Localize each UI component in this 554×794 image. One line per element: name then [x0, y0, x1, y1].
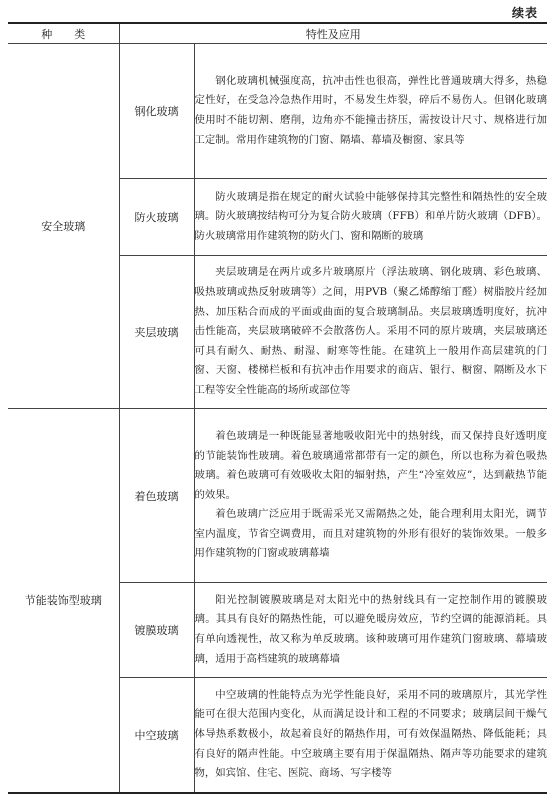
subtype-description [194, 409, 547, 583]
subtype-name: 防火玻璃 [119, 179, 194, 256]
subtype-description [194, 44, 547, 179]
description-paragraph: 钢化玻璃机械强度高，抗冲击性也很高，弹性比普通玻璃大得多，热稳定性好，在受急冷急热作用时，不易发生炸裂，碎后不易伤人。但钢化玻璃使用时不能切割、磨削，边角亦不能撞击挤压，需按设计尺寸、规格进行加工定制。常用作建筑物的门窗、隔墙、幕墙及橱窗、家具等 [194, 74, 547, 146]
category-safety-glass: 安全玻璃 [8, 44, 119, 409]
description-paragraph: 夹层玻璃是在两片或多片玻璃原片（浮法玻璃、钢化玻璃、彩色玻璃、吸热玻璃或热反射玻璃等）之间，用PVB（聚乙烯醇缩丁醛）树脂胶片经加热、加压粘合而成的平面或曲面的复合玻璃制品。夹层玻璃透明度好，抗冲击性能高，夹层玻璃破碎不会散落伤人。采用不同的原片玻璃，夹层玻璃还可具有耐久、耐热、耐湿、耐寒等性能。在建筑上一般用作高层建筑的门窗、天窗、楼梯栏板和有抗冲击作用要求的商店、银行、橱窗、隔断及水下工程等安全性能高的场所或部位等 [194, 266, 547, 396]
description-paragraph: 阳光控制镀膜玻璃是对太阳光中的热射线具有一定控制作用的镀膜玻璃。其具有良好的隔热性能，可以避免暖房效应，节约空调的能源消耗。具有单向透视性，故又称为单反玻璃。该种玻璃可用作建筑门窗玻璃、幕墙玻璃，适用于高档建筑的玻璃幕墙 [194, 593, 547, 665]
subtype-name: 镀膜玻璃 [119, 583, 194, 678]
header-category: 种 类 [8, 23, 119, 44]
description-paragraph: 着色玻璃是一种既能显著地吸收阳光中的热射线，而又保持良好透明度的节能装饰性玻璃。着色玻璃通常都带有一定的颜色，所以也称为着色吸热玻璃。着色玻璃可有效吸收太阳的辐射热，产生“冷室效应”，达到蔽热节能的效果。 [194, 429, 547, 501]
description-paragraph: 中空玻璃的性能特点为光学性能良好，采用不同的玻璃原片，其光学性能可在很大范围内变化，从而满足设计和工程的不同要求；玻璃层间干燥气体导热系数极小，故起着良好的隔热作用，可有效保温隔热、降低能耗；具有良好的隔声性能。中空玻璃主要有用于保温隔热、隔声等功能要求的建筑物，如宾馆、住宅、医院、商场、写字楼等 [194, 688, 547, 780]
subtype-name: 钢化玻璃 [119, 44, 194, 179]
subtype-name: 夹层玻璃 [119, 256, 194, 409]
subtype-name: 着色玻璃 [119, 409, 194, 583]
glass-types-table [8, 22, 547, 794]
header-properties: 特性及应用 [119, 23, 547, 44]
table-row [8, 44, 547, 179]
continued-label: 续表 [511, 6, 538, 20]
description-paragraph: 着色玻璃广泛应用于既需采光又需隔热之处，能合理利用太阳光，调节室内温度，节省空调费用，而且对建筑物的外形有很好的装饰效果。一般多用作建筑物的门窗或玻璃幕墙 [194, 508, 547, 560]
subtype-description [194, 583, 547, 678]
description-paragraph: 防火玻璃是指在规定的耐火试验中能够保持其完整性和隔热性的安全玻璃。防火玻璃按结构可分为复合防火玻璃（FFB）和单片防火玻璃（DFB）。防火玻璃常用作建筑物的防火门、窗和隔断的玻璃 [194, 190, 547, 242]
table-row [8, 409, 547, 583]
subtype-description [194, 256, 547, 409]
table-header-row [8, 23, 547, 44]
subtype-description [194, 678, 547, 793]
subtype-name: 中空玻璃 [119, 678, 194, 793]
category-energy-saving-glass: 节能装饰型玻璃 [8, 409, 119, 793]
subtype-description [194, 179, 547, 256]
